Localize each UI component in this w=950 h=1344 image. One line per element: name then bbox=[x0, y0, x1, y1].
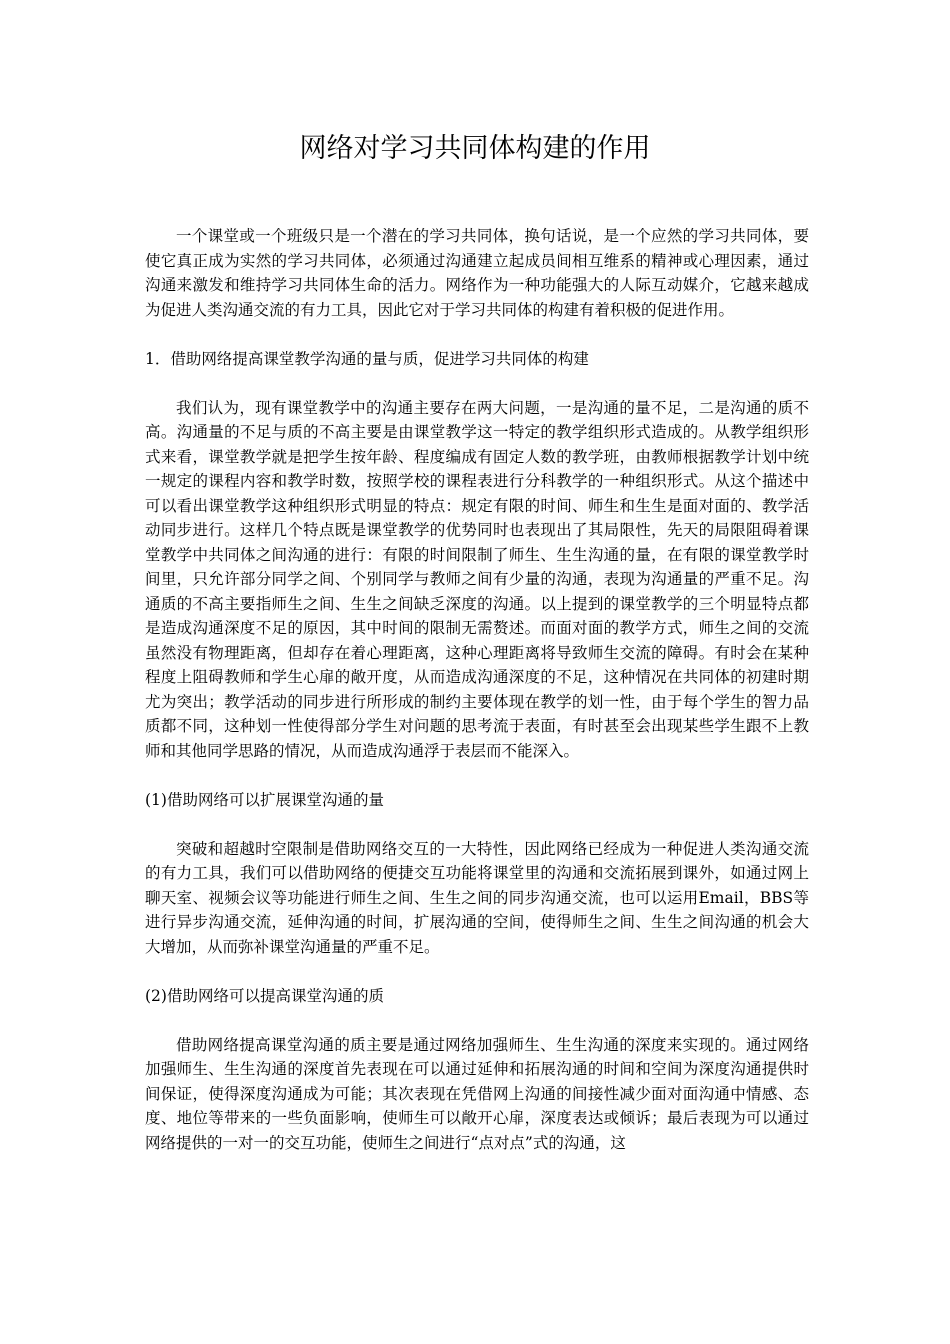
paragraph-intro: 一个课堂或一个班级只是一个潜在的学习共同体，换句话说，是一个应然的学习共同体，要使它真正成为实然的学习共同体，必须通过沟通建立起成员间相互维系的精神或心理因素，通过沟通来激发和维持学习共同体生命的活力。网络作为一种功能强大的人际互动媒介，它越来越成为促进人类沟通交流的有力工具，因此它对于学习共同体的构建有着积极的促进作用。 bbox=[145, 227, 809, 319]
paragraph-extend-quantity: 突破和超越时空限制是借助网络交互的一大特性，因此网络已经成为一种促进人类沟通交流的有力工具，我们可以借助网络的便捷交互功能将课堂里的沟通和交流拓展到课外，如通过网上聊天室、视频会议等功能进行师生之间、生生之间的同步沟通交流，也可以运用Email，BBS等进行异步沟通交流，延伸沟通的时间，扩展沟通的空间，使得师生之间、生生之间沟通的机会大大增加，从而弥补课堂沟通量的严重不足。 bbox=[145, 839, 809, 956]
paragraph-problems: 我们认为，现有课堂教学中的沟通主要存在两大问题，一是沟通的量不足，二是沟通的质不高。沟通量的不足与质的不高主要是由课堂教学这一特定的教学组织形式造成的。从教学组织形式来看，课堂教学就是把学生按年龄、程度编成有固定人数的教学班，由教师根据教学计划中统一规定的课程内容和教学时数，按照学校的课程表进行分科教学的一种组织形式。从这个描述中可以看出课堂教学这种组织形式明显的特点：规定有限的时间、师生和生生是面对面的、教学活动同步进行。这样几个特点既是课堂教学的优势同时也表现出了其局限性，先天的局限阻碍着课堂教学中共同体之间沟通的进行：有限的时间限制了师生、生生沟通的量，在有限的课堂教学时间里，只允许部分同学之间、个别同学与教师之间有少量的沟通，表现为沟通量的严重不足。沟通质的不高主要指师生之间、生生之间缺乏深度的沟通。以上提到的课堂教学的三个明显特点都是造成沟通深度不足的原因，其中时间的限制无需赘述。而面对面的教学方式，师生之间的交流虽然没有物理距离，但却存在着心理距离，这种心理距离将导致师生交流的障碍。有时会在某种程度上阻碍教师和学生心扉的敞开度，从而造成沟通深度的不足，这种情况在共同体的初建时期尤为突出；教学活动的同步进行所形成的制约主要体现在教学的划一性，由于每个学生的智力品质都不同，这种划一性使得部分学生对问题的思考流于表面，有时甚至会出现某些学生跟不上教师和其他同学思路的情况，从而造成沟通浮于表层而不能深入。 bbox=[145, 398, 809, 760]
paragraph-improve-quality: 借助网络提高课堂沟通的质主要是通过网络加强师生、生生沟通的深度来实现的。通过网络加强师生、生生沟通的深度首先表现在可以通过延伸和拓展沟通的时间和空间为深度沟通提供时间保证，使得深度沟通成为可能；其次表现在凭借网上沟通的间接性减少面对面沟通中情感、态度、地位等带来的一些负面影响，使师生可以敞开心扉，深度表达或倾诉；最后表现为可以通过网络提供的一对一的交互功能，使师生之间进行“点对点”式的沟通，这 bbox=[145, 1035, 809, 1152]
subsection-heading-1: (1)借助网络可以扩展课堂沟通的量 bbox=[145, 790, 384, 809]
section-heading-1: 1．借助网络提高课堂教学沟通的量与质，促进学习共同体的构建 bbox=[145, 349, 589, 368]
document-body bbox=[145, 224, 809, 1180]
document-title: 网络对学习共同体构建的作用 bbox=[299, 133, 651, 164]
subsection-heading-2: (2)借助网络可以提高课堂沟通的质 bbox=[145, 986, 384, 1005]
